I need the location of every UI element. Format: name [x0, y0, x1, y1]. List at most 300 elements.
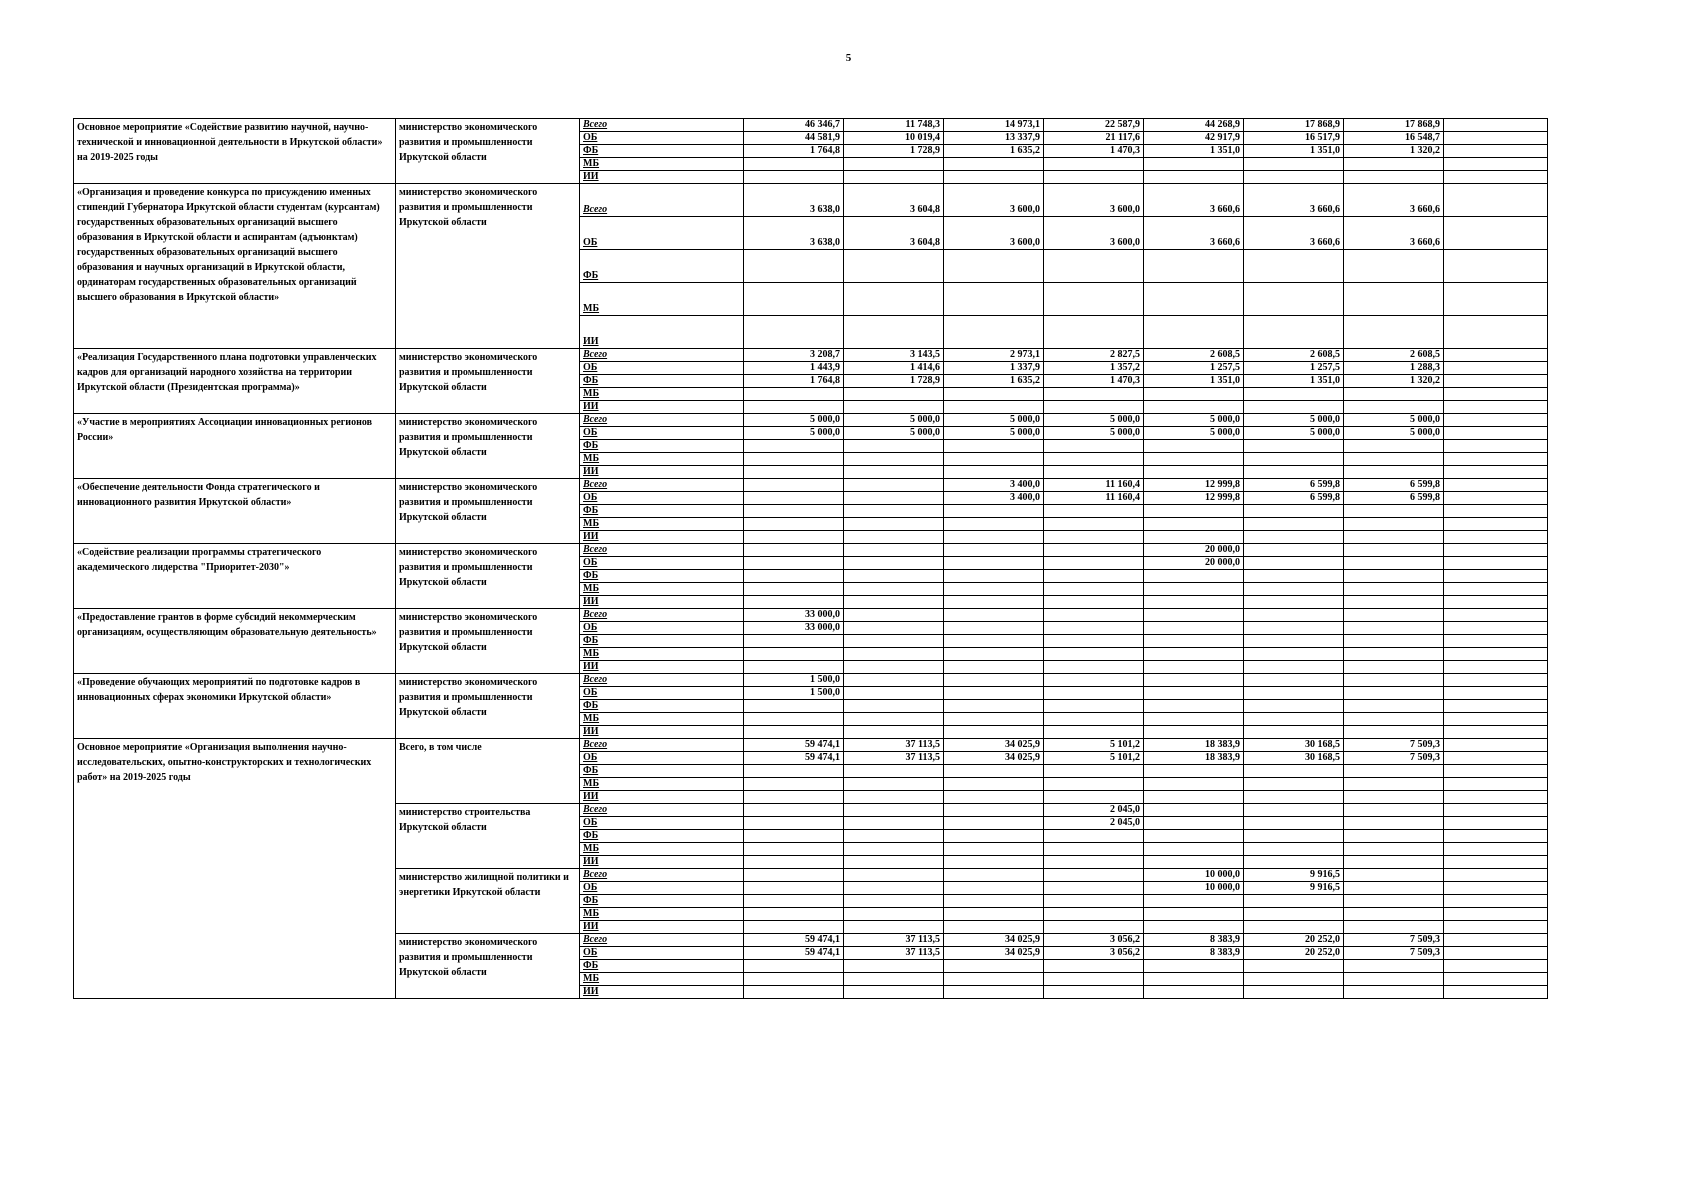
- amount-cell: [844, 557, 944, 570]
- amount-cell: 1 728,9: [844, 145, 944, 158]
- amount-cell: 44 268,9: [1144, 119, 1244, 132]
- amount-cell: 3 600,0: [944, 217, 1044, 250]
- amount-cell: [844, 791, 944, 804]
- amount-cell: [944, 440, 1044, 453]
- amount-cell: [744, 316, 844, 349]
- amount-cell: [944, 882, 1044, 895]
- funding-source: Всего: [580, 674, 744, 687]
- amount-cell: [1244, 791, 1344, 804]
- amount-cell: [1044, 283, 1144, 316]
- amount-cell: [1144, 583, 1244, 596]
- amount-cell: [1444, 466, 1548, 479]
- amount-cell: 7 509,3: [1344, 947, 1444, 960]
- amount-cell: 5 000,0: [944, 414, 1044, 427]
- amount-cell: [1444, 960, 1548, 973]
- amount-cell: [944, 973, 1044, 986]
- amount-cell: [1444, 217, 1548, 250]
- funding-source: ФБ: [580, 250, 744, 283]
- amount-cell: [1344, 518, 1444, 531]
- amount-cell: 20 000,0: [1144, 557, 1244, 570]
- amount-cell: [844, 895, 944, 908]
- amount-cell: [1244, 440, 1344, 453]
- amount-cell: 3 660,6: [1344, 217, 1444, 250]
- amount-cell: [744, 518, 844, 531]
- amount-cell: [1344, 791, 1444, 804]
- amount-cell: [944, 557, 1044, 570]
- amount-cell: 10 019,4: [844, 132, 944, 145]
- amount-cell: [1044, 158, 1144, 171]
- amount-cell: [1244, 401, 1344, 414]
- funding-source: ОБ: [580, 492, 744, 505]
- amount-cell: [944, 622, 1044, 635]
- amount-cell: [1244, 635, 1344, 648]
- amount-cell: 3 400,0: [944, 479, 1044, 492]
- amount-cell: 5 000,0: [1344, 414, 1444, 427]
- amount-cell: [1444, 648, 1548, 661]
- amount-cell: 5 000,0: [844, 414, 944, 427]
- amount-cell: [1344, 440, 1444, 453]
- amount-cell: [744, 158, 844, 171]
- amount-cell: [1144, 609, 1244, 622]
- amount-cell: [1344, 830, 1444, 843]
- amount-cell: [744, 817, 844, 830]
- amount-cell: [1144, 171, 1244, 184]
- amount-cell: [944, 283, 1044, 316]
- amount-cell: [1244, 830, 1344, 843]
- amount-cell: [944, 570, 1044, 583]
- funding-source: Всего: [580, 479, 744, 492]
- amount-cell: [744, 661, 844, 674]
- table-row: [74, 184, 1548, 217]
- amount-cell: 1 351,0: [1144, 145, 1244, 158]
- executor-name: министерство экономического развития и промышленности Иркутской области: [396, 609, 580, 674]
- amount-cell: [744, 908, 844, 921]
- amount-cell: [1144, 531, 1244, 544]
- amount-cell: 5 000,0: [1244, 427, 1344, 440]
- amount-cell: 10 000,0: [1144, 869, 1244, 882]
- amount-cell: 37 113,5: [844, 947, 944, 960]
- amount-cell: [1344, 505, 1444, 518]
- funding-source: Всего: [580, 349, 744, 362]
- funding-source: ОБ: [580, 132, 744, 145]
- amount-cell: [1444, 388, 1548, 401]
- funding-source: МБ: [580, 388, 744, 401]
- amount-cell: 1 357,2: [1044, 362, 1144, 375]
- amount-cell: 13 337,9: [944, 132, 1044, 145]
- amount-cell: 59 474,1: [744, 739, 844, 752]
- amount-cell: [844, 661, 944, 674]
- amount-cell: [1444, 739, 1548, 752]
- amount-cell: 1 351,0: [1144, 375, 1244, 388]
- amount-cell: [744, 778, 844, 791]
- amount-cell: 11 748,3: [844, 119, 944, 132]
- amount-cell: [944, 609, 1044, 622]
- amount-cell: [1344, 557, 1444, 570]
- amount-cell: [844, 518, 944, 531]
- amount-cell: [1444, 882, 1548, 895]
- amount-cell: [1344, 609, 1444, 622]
- amount-cell: [944, 518, 1044, 531]
- amount-cell: [1244, 804, 1344, 817]
- amount-cell: [744, 401, 844, 414]
- amount-cell: [944, 674, 1044, 687]
- amount-cell: [1044, 388, 1144, 401]
- executor-name: министерство экономического развития и промышленности Иркутской области: [396, 349, 580, 414]
- amount-cell: [1144, 817, 1244, 830]
- amount-cell: [1344, 713, 1444, 726]
- amount-cell: [844, 765, 944, 778]
- amount-cell: [1044, 648, 1144, 661]
- amount-cell: [1444, 596, 1548, 609]
- amount-cell: [844, 250, 944, 283]
- funding-source: МБ: [580, 973, 744, 986]
- amount-cell: [844, 388, 944, 401]
- executor-name: Всего, в том числе: [396, 739, 580, 804]
- amount-cell: [1244, 158, 1344, 171]
- table-body: [74, 119, 1548, 999]
- amount-cell: [944, 505, 1044, 518]
- amount-cell: [1344, 544, 1444, 557]
- amount-cell: [744, 830, 844, 843]
- amount-cell: 2 045,0: [1044, 817, 1144, 830]
- amount-cell: [944, 830, 1044, 843]
- executor-name: министерство экономического развития и промышленности Иркутской области: [396, 934, 580, 999]
- amount-cell: 33 000,0: [744, 622, 844, 635]
- funding-source: ФБ: [580, 830, 744, 843]
- amount-cell: [1244, 973, 1344, 986]
- amount-cell: [844, 158, 944, 171]
- amount-cell: [1044, 570, 1144, 583]
- amount-cell: 6 599,8: [1344, 492, 1444, 505]
- amount-cell: [1244, 843, 1344, 856]
- amount-cell: [844, 843, 944, 856]
- amount-cell: [944, 453, 1044, 466]
- amount-cell: 3 660,6: [1244, 184, 1344, 217]
- amount-cell: [1044, 882, 1144, 895]
- amount-cell: [944, 388, 1044, 401]
- amount-cell: [844, 973, 944, 986]
- amount-cell: 1 635,2: [944, 145, 1044, 158]
- amount-cell: [1044, 674, 1144, 687]
- amount-cell: [1344, 700, 1444, 713]
- amount-cell: [744, 869, 844, 882]
- amount-cell: [1444, 726, 1548, 739]
- amount-cell: [1144, 674, 1244, 687]
- amount-cell: [1344, 622, 1444, 635]
- table-row: [74, 414, 1548, 427]
- amount-cell: [1344, 856, 1444, 869]
- amount-cell: [1044, 960, 1144, 973]
- executor-name: министерство экономического развития и промышленности Иркутской области: [396, 674, 580, 739]
- amount-cell: [1444, 583, 1548, 596]
- funding-source: ИИ: [580, 986, 744, 999]
- amount-cell: [744, 843, 844, 856]
- amount-cell: 34 025,9: [944, 739, 1044, 752]
- amount-cell: 37 113,5: [844, 752, 944, 765]
- amount-cell: [1044, 609, 1144, 622]
- amount-cell: [1144, 453, 1244, 466]
- amount-cell: [1444, 856, 1548, 869]
- amount-cell: [1344, 687, 1444, 700]
- amount-cell: [944, 765, 1044, 778]
- amount-cell: [844, 609, 944, 622]
- amount-cell: [844, 674, 944, 687]
- amount-cell: 2 827,5: [1044, 349, 1144, 362]
- executor-name: министерство строительства Иркутской области: [396, 804, 580, 869]
- amount-cell: 2 608,5: [1144, 349, 1244, 362]
- amount-cell: [1044, 453, 1144, 466]
- amount-cell: [844, 648, 944, 661]
- amount-cell: [1044, 726, 1144, 739]
- amount-cell: [1444, 492, 1548, 505]
- amount-cell: [1144, 440, 1244, 453]
- amount-cell: 1 500,0: [744, 687, 844, 700]
- amount-cell: 6 599,8: [1244, 492, 1344, 505]
- amount-cell: [844, 479, 944, 492]
- amount-cell: 5 000,0: [1144, 427, 1244, 440]
- amount-cell: [1444, 713, 1548, 726]
- amount-cell: 3 604,8: [844, 184, 944, 217]
- amount-cell: [1044, 505, 1144, 518]
- amount-cell: [844, 830, 944, 843]
- amount-cell: [1044, 765, 1144, 778]
- amount-cell: [1244, 908, 1344, 921]
- amount-cell: [1144, 713, 1244, 726]
- amount-cell: [744, 726, 844, 739]
- amount-cell: [744, 531, 844, 544]
- amount-cell: [944, 791, 1044, 804]
- amount-cell: [844, 466, 944, 479]
- amount-cell: [844, 986, 944, 999]
- amount-cell: [944, 531, 1044, 544]
- amount-cell: [1144, 648, 1244, 661]
- amount-cell: 1 337,9: [944, 362, 1044, 375]
- amount-cell: [1444, 283, 1548, 316]
- amount-cell: 20 000,0: [1144, 544, 1244, 557]
- amount-cell: [844, 635, 944, 648]
- amount-cell: [1044, 687, 1144, 700]
- funding-source: ФБ: [580, 700, 744, 713]
- amount-cell: [944, 158, 1044, 171]
- amount-cell: [1044, 791, 1144, 804]
- funding-source: МБ: [580, 158, 744, 171]
- amount-cell: [1444, 778, 1548, 791]
- amount-cell: 30 168,5: [1244, 739, 1344, 752]
- amount-cell: 5 101,2: [1044, 739, 1144, 752]
- amount-cell: [1244, 453, 1344, 466]
- executor-name: министерство экономического развития и промышленности Иркутской области: [396, 184, 580, 349]
- amount-cell: [1344, 583, 1444, 596]
- amount-cell: [1444, 531, 1548, 544]
- amount-cell: [1344, 843, 1444, 856]
- amount-cell: 1 288,3: [1344, 362, 1444, 375]
- amount-cell: 3 208,7: [744, 349, 844, 362]
- funding-source: ФБ: [580, 765, 744, 778]
- amount-cell: [1244, 856, 1344, 869]
- amount-cell: [1144, 388, 1244, 401]
- amount-cell: [1444, 674, 1548, 687]
- funding-source: МБ: [580, 283, 744, 316]
- amount-cell: [1044, 921, 1144, 934]
- amount-cell: [1344, 453, 1444, 466]
- amount-cell: 34 025,9: [944, 752, 1044, 765]
- amount-cell: 33 000,0: [744, 609, 844, 622]
- amount-cell: 22 587,9: [1044, 119, 1144, 132]
- amount-cell: [944, 817, 1044, 830]
- funding-source: Всего: [580, 934, 744, 947]
- amount-cell: 30 168,5: [1244, 752, 1344, 765]
- amount-cell: 17 868,9: [1244, 119, 1344, 132]
- amount-cell: [944, 596, 1044, 609]
- amount-cell: 12 999,8: [1144, 479, 1244, 492]
- amount-cell: [1144, 158, 1244, 171]
- amount-cell: [1244, 726, 1344, 739]
- amount-cell: [1244, 466, 1344, 479]
- funding-source: МБ: [580, 778, 744, 791]
- amount-cell: [1244, 609, 1344, 622]
- amount-cell: [1144, 283, 1244, 316]
- amount-cell: [1444, 171, 1548, 184]
- executor-name: министерство экономического развития и промышленности Иркутской области: [396, 544, 580, 609]
- amount-cell: [1044, 583, 1144, 596]
- amount-cell: [1144, 505, 1244, 518]
- funding-source: ИИ: [580, 466, 744, 479]
- amount-cell: [744, 440, 844, 453]
- table-row: [74, 609, 1548, 622]
- amount-cell: [844, 622, 944, 635]
- amount-cell: [844, 492, 944, 505]
- amount-cell: [744, 466, 844, 479]
- amount-cell: [1344, 908, 1444, 921]
- amount-cell: [1044, 830, 1144, 843]
- amount-cell: [1144, 401, 1244, 414]
- amount-cell: [944, 401, 1044, 414]
- funding-source: Всего: [580, 414, 744, 427]
- funding-source: МБ: [580, 518, 744, 531]
- amount-cell: [1444, 145, 1548, 158]
- amount-cell: [1444, 570, 1548, 583]
- amount-cell: [944, 895, 1044, 908]
- amount-cell: 3 600,0: [1044, 184, 1144, 217]
- amount-cell: [844, 316, 944, 349]
- amount-cell: 1 764,8: [744, 145, 844, 158]
- amount-cell: [844, 401, 944, 414]
- amount-cell: [744, 479, 844, 492]
- amount-cell: [744, 453, 844, 466]
- amount-cell: [844, 596, 944, 609]
- amount-cell: [844, 908, 944, 921]
- executor-name: министерство экономического развития и промышленности Иркутской области: [396, 119, 580, 184]
- amount-cell: 2 608,5: [1344, 349, 1444, 362]
- amount-cell: [1344, 973, 1444, 986]
- funding-source: Всего: [580, 609, 744, 622]
- amount-cell: [1444, 752, 1548, 765]
- amount-cell: [744, 388, 844, 401]
- funding-source: МБ: [580, 713, 744, 726]
- amount-cell: 3 056,2: [1044, 934, 1144, 947]
- amount-cell: 5 101,2: [1044, 752, 1144, 765]
- amount-cell: [1444, 505, 1548, 518]
- amount-cell: 59 474,1: [744, 752, 844, 765]
- activity-title: «Участие в мероприятиях Ассоциации инновационных регионов России»: [74, 414, 396, 479]
- amount-cell: [1044, 700, 1144, 713]
- amount-cell: [1244, 518, 1344, 531]
- amount-cell: [1044, 557, 1144, 570]
- amount-cell: 1 764,8: [744, 375, 844, 388]
- amount-cell: [744, 895, 844, 908]
- amount-cell: [944, 648, 1044, 661]
- amount-cell: 8 383,9: [1144, 934, 1244, 947]
- amount-cell: [744, 882, 844, 895]
- amount-cell: 34 025,9: [944, 947, 1044, 960]
- amount-cell: 10 000,0: [1144, 882, 1244, 895]
- amount-cell: [1344, 531, 1444, 544]
- amount-cell: 11 160,4: [1044, 479, 1144, 492]
- amount-cell: [844, 570, 944, 583]
- amount-cell: [944, 726, 1044, 739]
- amount-cell: 5 000,0: [744, 427, 844, 440]
- amount-cell: [1044, 466, 1144, 479]
- amount-cell: [1044, 596, 1144, 609]
- amount-cell: [1344, 401, 1444, 414]
- amount-cell: [744, 492, 844, 505]
- amount-cell: [1344, 765, 1444, 778]
- amount-cell: [1444, 700, 1548, 713]
- amount-cell: [844, 869, 944, 882]
- amount-cell: 6 599,8: [1344, 479, 1444, 492]
- amount-cell: [1044, 440, 1144, 453]
- amount-cell: [1144, 960, 1244, 973]
- amount-cell: [1444, 973, 1548, 986]
- amount-cell: [844, 856, 944, 869]
- amount-cell: 8 383,9: [1144, 947, 1244, 960]
- amount-cell: [1044, 908, 1144, 921]
- amount-cell: [1144, 895, 1244, 908]
- amount-cell: [1144, 316, 1244, 349]
- amount-cell: [1344, 895, 1444, 908]
- amount-cell: [844, 283, 944, 316]
- amount-cell: 1 351,0: [1244, 145, 1344, 158]
- amount-cell: [1344, 466, 1444, 479]
- amount-cell: [844, 453, 944, 466]
- amount-cell: [1144, 250, 1244, 283]
- amount-cell: [1444, 869, 1548, 882]
- amount-cell: [844, 531, 944, 544]
- funding-source: ОБ: [580, 752, 744, 765]
- amount-cell: [1444, 921, 1548, 934]
- funding-source: Всего: [580, 544, 744, 557]
- amount-cell: [844, 960, 944, 973]
- amount-cell: [1144, 700, 1244, 713]
- amount-cell: 2 973,1: [944, 349, 1044, 362]
- funding-source: ФБ: [580, 375, 744, 388]
- amount-cell: 1 320,2: [1344, 145, 1444, 158]
- funding-source: ИИ: [580, 856, 744, 869]
- amount-cell: [1244, 557, 1344, 570]
- amount-cell: 1 635,2: [944, 375, 1044, 388]
- amount-cell: [1444, 132, 1548, 145]
- amount-cell: 21 117,6: [1044, 132, 1144, 145]
- amount-cell: 1 257,5: [1144, 362, 1244, 375]
- amount-cell: [744, 960, 844, 973]
- amount-cell: [1344, 921, 1444, 934]
- amount-cell: [1444, 557, 1548, 570]
- amount-cell: [1144, 622, 1244, 635]
- amount-cell: 37 113,5: [844, 934, 944, 947]
- amount-cell: [1244, 531, 1344, 544]
- amount-cell: [1344, 674, 1444, 687]
- funding-source: Всего: [580, 804, 744, 817]
